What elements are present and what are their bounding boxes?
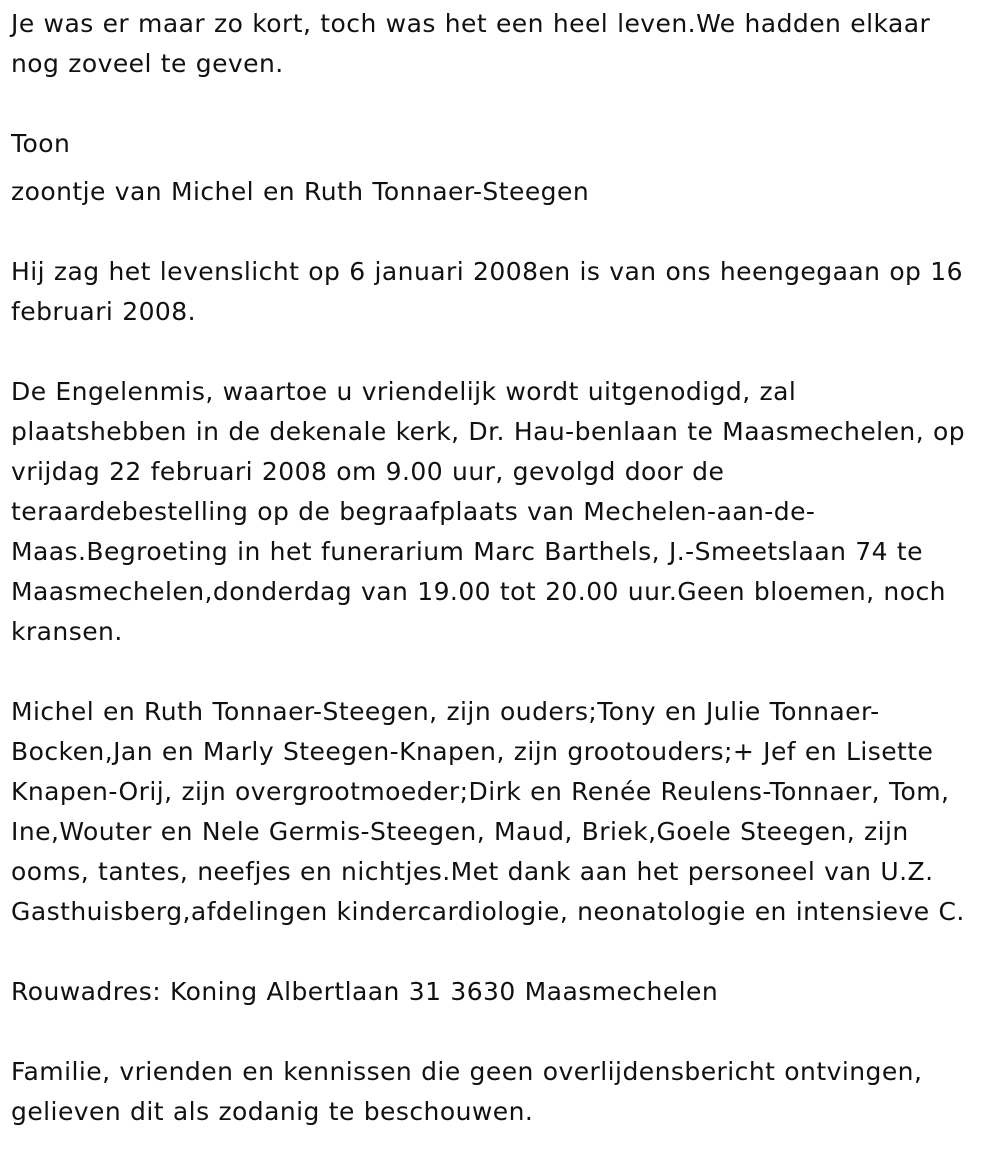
address-line: Rouwadres: Koning Albertlaan 31 3630 Maasmechelen xyxy=(11,977,719,1006)
service-paragraph: De Engelenmis, waartoe u vriendelijk wordt uitgenodigd, zal plaatshebben in de dekenale kerk, Dr. Hau-benlaan te Maasmechelen, op vrijdag 22 februari 2008 om 9.00 uur, gevolgd door de teraardebestelling op de begraafplaats van Mechelen-aan-de- Maas.Begroeting in het funerarium Marc Barthels, J.-Smeetslaan 74 te Maasmechelen,donderdag van 19.00 tot 20.00 uur.Geen bloemen, noch kransen. xyxy=(11,377,966,646)
deceased-name: Toon xyxy=(11,129,71,158)
family-paragraph: Michel en Ruth Tonnaer-Steegen, zijn ouders;Tony en Julie Tonnaer- Bocken,Jan en Marly Steegen-Knapen, zijn grootouders;+ Jef en Lisette Knapen-Orij, zijn overgrootmoeder;Dirk en Renée Reulens-Tonnaer, Tom, Ine,Wouter en Nele Germis-Steegen, Maud, Briek,Goele Steegen, zijn ooms, tantes, neefjes en nichtjes.Met dank aan het personeel van U.Z. Gasthuisberg,afdelingen kindercardiologie, neonatologie en intensieve C. xyxy=(11,697,965,926)
closing-paragraph: Familie, vrienden en kennissen die geen overlijdensbericht ontvingen, gelieven dit als zodanig te beschouwen. xyxy=(11,1057,923,1126)
parents-line: zoontje van Michel en Ruth Tonnaer-Steegen xyxy=(11,177,590,206)
birth-death-paragraph: Hij zag het levenslicht op 6 januari 2008en is van ons heengegaan op 16 februari 2008. xyxy=(11,257,963,326)
intro-paragraph: Je was er maar zo kort, toch was het een heel leven.We hadden elkaar nog zoveel te geven. xyxy=(11,9,931,78)
funeral-notice-document xyxy=(11,4,986,1132)
